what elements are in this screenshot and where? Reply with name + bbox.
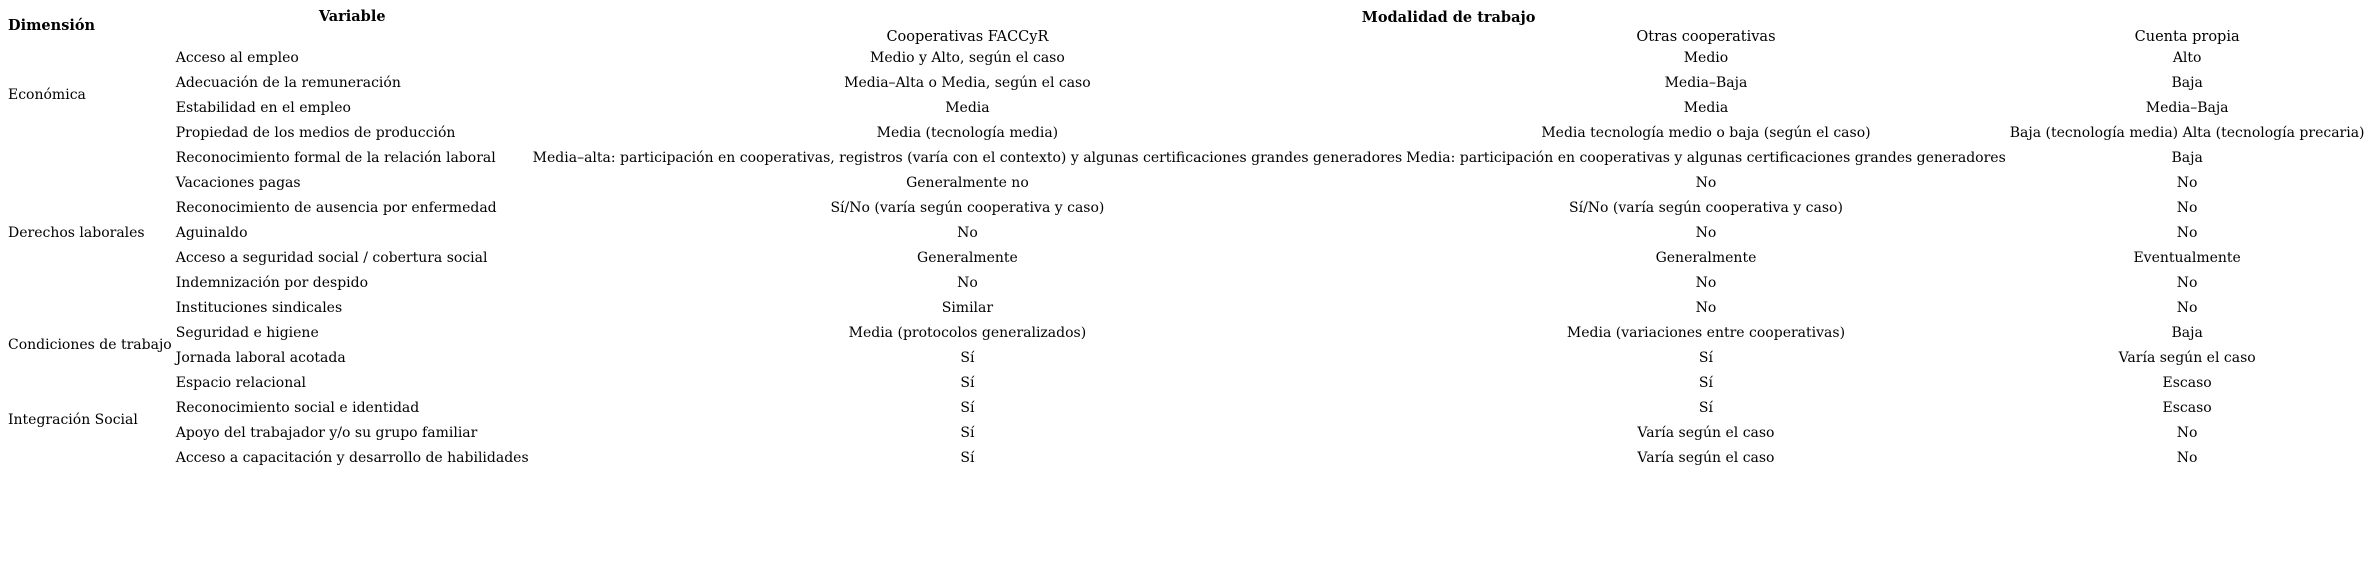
value-cell: Sí xyxy=(960,349,975,366)
variable-cell: Apoyo del trabajador y/o su grupo familiar xyxy=(175,424,478,441)
column-header-self-employed: Cuenta propia xyxy=(2134,29,2240,45)
value-cell: Generalmente xyxy=(917,249,1018,266)
value-cell: Medio y Alto, según el caso xyxy=(870,49,1065,66)
value-cell: Varía según el caso xyxy=(2118,349,2256,366)
value-cell: Sí xyxy=(960,424,975,441)
value-cell: Sí xyxy=(960,399,975,416)
value-cell: Escaso xyxy=(2162,374,2212,391)
table-row xyxy=(6,195,2367,220)
value-cell: No xyxy=(1695,274,1717,291)
variable-cell: Estabilidad en el empleo xyxy=(175,99,351,116)
variable-cell: Reconocimiento formal de la relación laboral xyxy=(175,149,496,166)
variable-cell: Espacio relacional xyxy=(175,374,307,391)
value-cell: Alto xyxy=(2172,49,2202,66)
table-row xyxy=(6,420,2367,445)
table-row xyxy=(6,445,2367,470)
value-cell: Sí xyxy=(960,374,975,391)
value-cell: No xyxy=(1695,174,1717,191)
value-cell: No xyxy=(1695,224,1717,241)
variable-header: Variable xyxy=(318,8,386,25)
value-cell: Generalmente no xyxy=(906,174,1029,191)
variable-cell: Reconocimiento de ausencia por enfermedad xyxy=(175,199,497,216)
modality-header: Modalidad de trabajo xyxy=(1361,8,1536,26)
value-cell: Similar xyxy=(941,299,994,316)
table-row xyxy=(6,95,2367,120)
value-cell: Media–alta: participación en cooperativas, registros (varía con el contexto) y algunas certificaciones grandes generadores xyxy=(532,149,1403,166)
value-cell: Media (tecnología media) xyxy=(876,124,1059,141)
value-cell: Media xyxy=(1683,99,1729,116)
table-row xyxy=(6,320,2367,345)
value-cell: Baja xyxy=(2171,149,2203,166)
value-cell: Sí/No (varía según cooperativa y caso) xyxy=(830,199,1105,216)
value-cell: Media–Baja xyxy=(1664,74,1748,91)
table-row xyxy=(6,145,2367,170)
table-row xyxy=(6,345,2367,370)
value-cell: No xyxy=(2176,274,2198,291)
table-row xyxy=(6,370,2367,395)
variable-cell: Indemnización por despido xyxy=(175,274,369,291)
variable-cell: Reconocimiento social e identidad xyxy=(175,399,420,416)
table-row xyxy=(6,170,2367,195)
variable-cell: Propiedad de los medios de producción xyxy=(175,124,456,141)
variable-cell: Jornada laboral acotada xyxy=(175,349,346,366)
table-row xyxy=(6,120,2367,145)
value-cell: No xyxy=(2176,299,2198,316)
table-row xyxy=(6,70,2367,95)
variable-cell: Adecuación de la remuneración xyxy=(175,74,401,91)
value-cell: Generalmente xyxy=(1655,249,1757,266)
value-cell: No xyxy=(2176,224,2198,241)
value-cell: Varía según el caso xyxy=(1637,424,1775,441)
column-header-faccyr: Cooperativas FACCyR xyxy=(886,29,1049,45)
dimension-header: Dimensión xyxy=(8,17,96,34)
value-cell: Medio xyxy=(1683,49,1729,66)
value-cell: Sí xyxy=(1698,399,1713,416)
value-cell: Baja (tecnología media) Alta (tecnología precaria) xyxy=(2009,124,2365,141)
table-row xyxy=(6,395,2367,420)
variable-cell: Acceso al empleo xyxy=(175,49,299,66)
dimension-cell: Económica xyxy=(8,87,86,103)
value-cell: No xyxy=(957,274,978,291)
value-cell: Baja xyxy=(2171,74,2203,91)
value-cell: Sí xyxy=(1698,349,1713,366)
value-cell: No xyxy=(2176,424,2198,441)
value-cell: Media: participación en cooperativas y algunas certificaciones grandes generadores xyxy=(1406,149,2006,166)
variable-cell: Acceso a capacitación y desarrollo de habilidades xyxy=(175,449,529,466)
value-cell: No xyxy=(2176,199,2198,216)
table-row xyxy=(6,295,2367,320)
value-cell: No xyxy=(1695,299,1717,316)
value-cell: Baja xyxy=(2171,324,2203,341)
work-modality-table xyxy=(6,6,2367,470)
variable-cell: Acceso a seguridad social / cobertura social xyxy=(175,249,488,266)
table-row xyxy=(6,245,2367,270)
table-row xyxy=(6,45,2367,70)
value-cell: Media–Baja xyxy=(2145,99,2229,116)
variable-cell: Instituciones sindicales xyxy=(175,299,343,316)
dimension-cell: Derechos laborales xyxy=(8,224,145,241)
variable-cell: Seguridad e higiene xyxy=(175,324,319,341)
header-row-1 xyxy=(6,6,2367,28)
value-cell: Escaso xyxy=(2162,399,2212,416)
value-cell: Eventualmente xyxy=(2133,249,2241,266)
column-header-other-coops: Otras cooperativas xyxy=(1636,29,1776,45)
dimension-cell: Condiciones de trabajo xyxy=(8,337,172,353)
value-cell: No xyxy=(2176,449,2198,466)
value-cell: Media (variaciones entre cooperativas) xyxy=(1566,324,1846,341)
value-cell: No xyxy=(2176,174,2198,191)
dimension-cell: Integración Social xyxy=(8,412,138,428)
value-cell: Sí xyxy=(960,449,975,466)
value-cell: No xyxy=(957,224,978,241)
variable-cell: Vacaciones pagas xyxy=(175,174,301,191)
value-cell: Media tecnología medio o baja (según el caso) xyxy=(1541,124,1871,141)
variable-cell: Aguinaldo xyxy=(175,224,248,241)
value-cell: Media xyxy=(945,99,990,116)
table-row xyxy=(6,220,2367,245)
value-cell: Media–Alta o Media, según el caso xyxy=(844,74,1091,91)
value-cell: Sí xyxy=(1698,374,1713,391)
value-cell: Sí/No (varía según cooperativa y caso) xyxy=(1569,199,1843,216)
value-cell: Media (protocolos generalizados) xyxy=(848,324,1087,341)
table-row xyxy=(6,270,2367,295)
value-cell: Varía según el caso xyxy=(1637,449,1775,466)
